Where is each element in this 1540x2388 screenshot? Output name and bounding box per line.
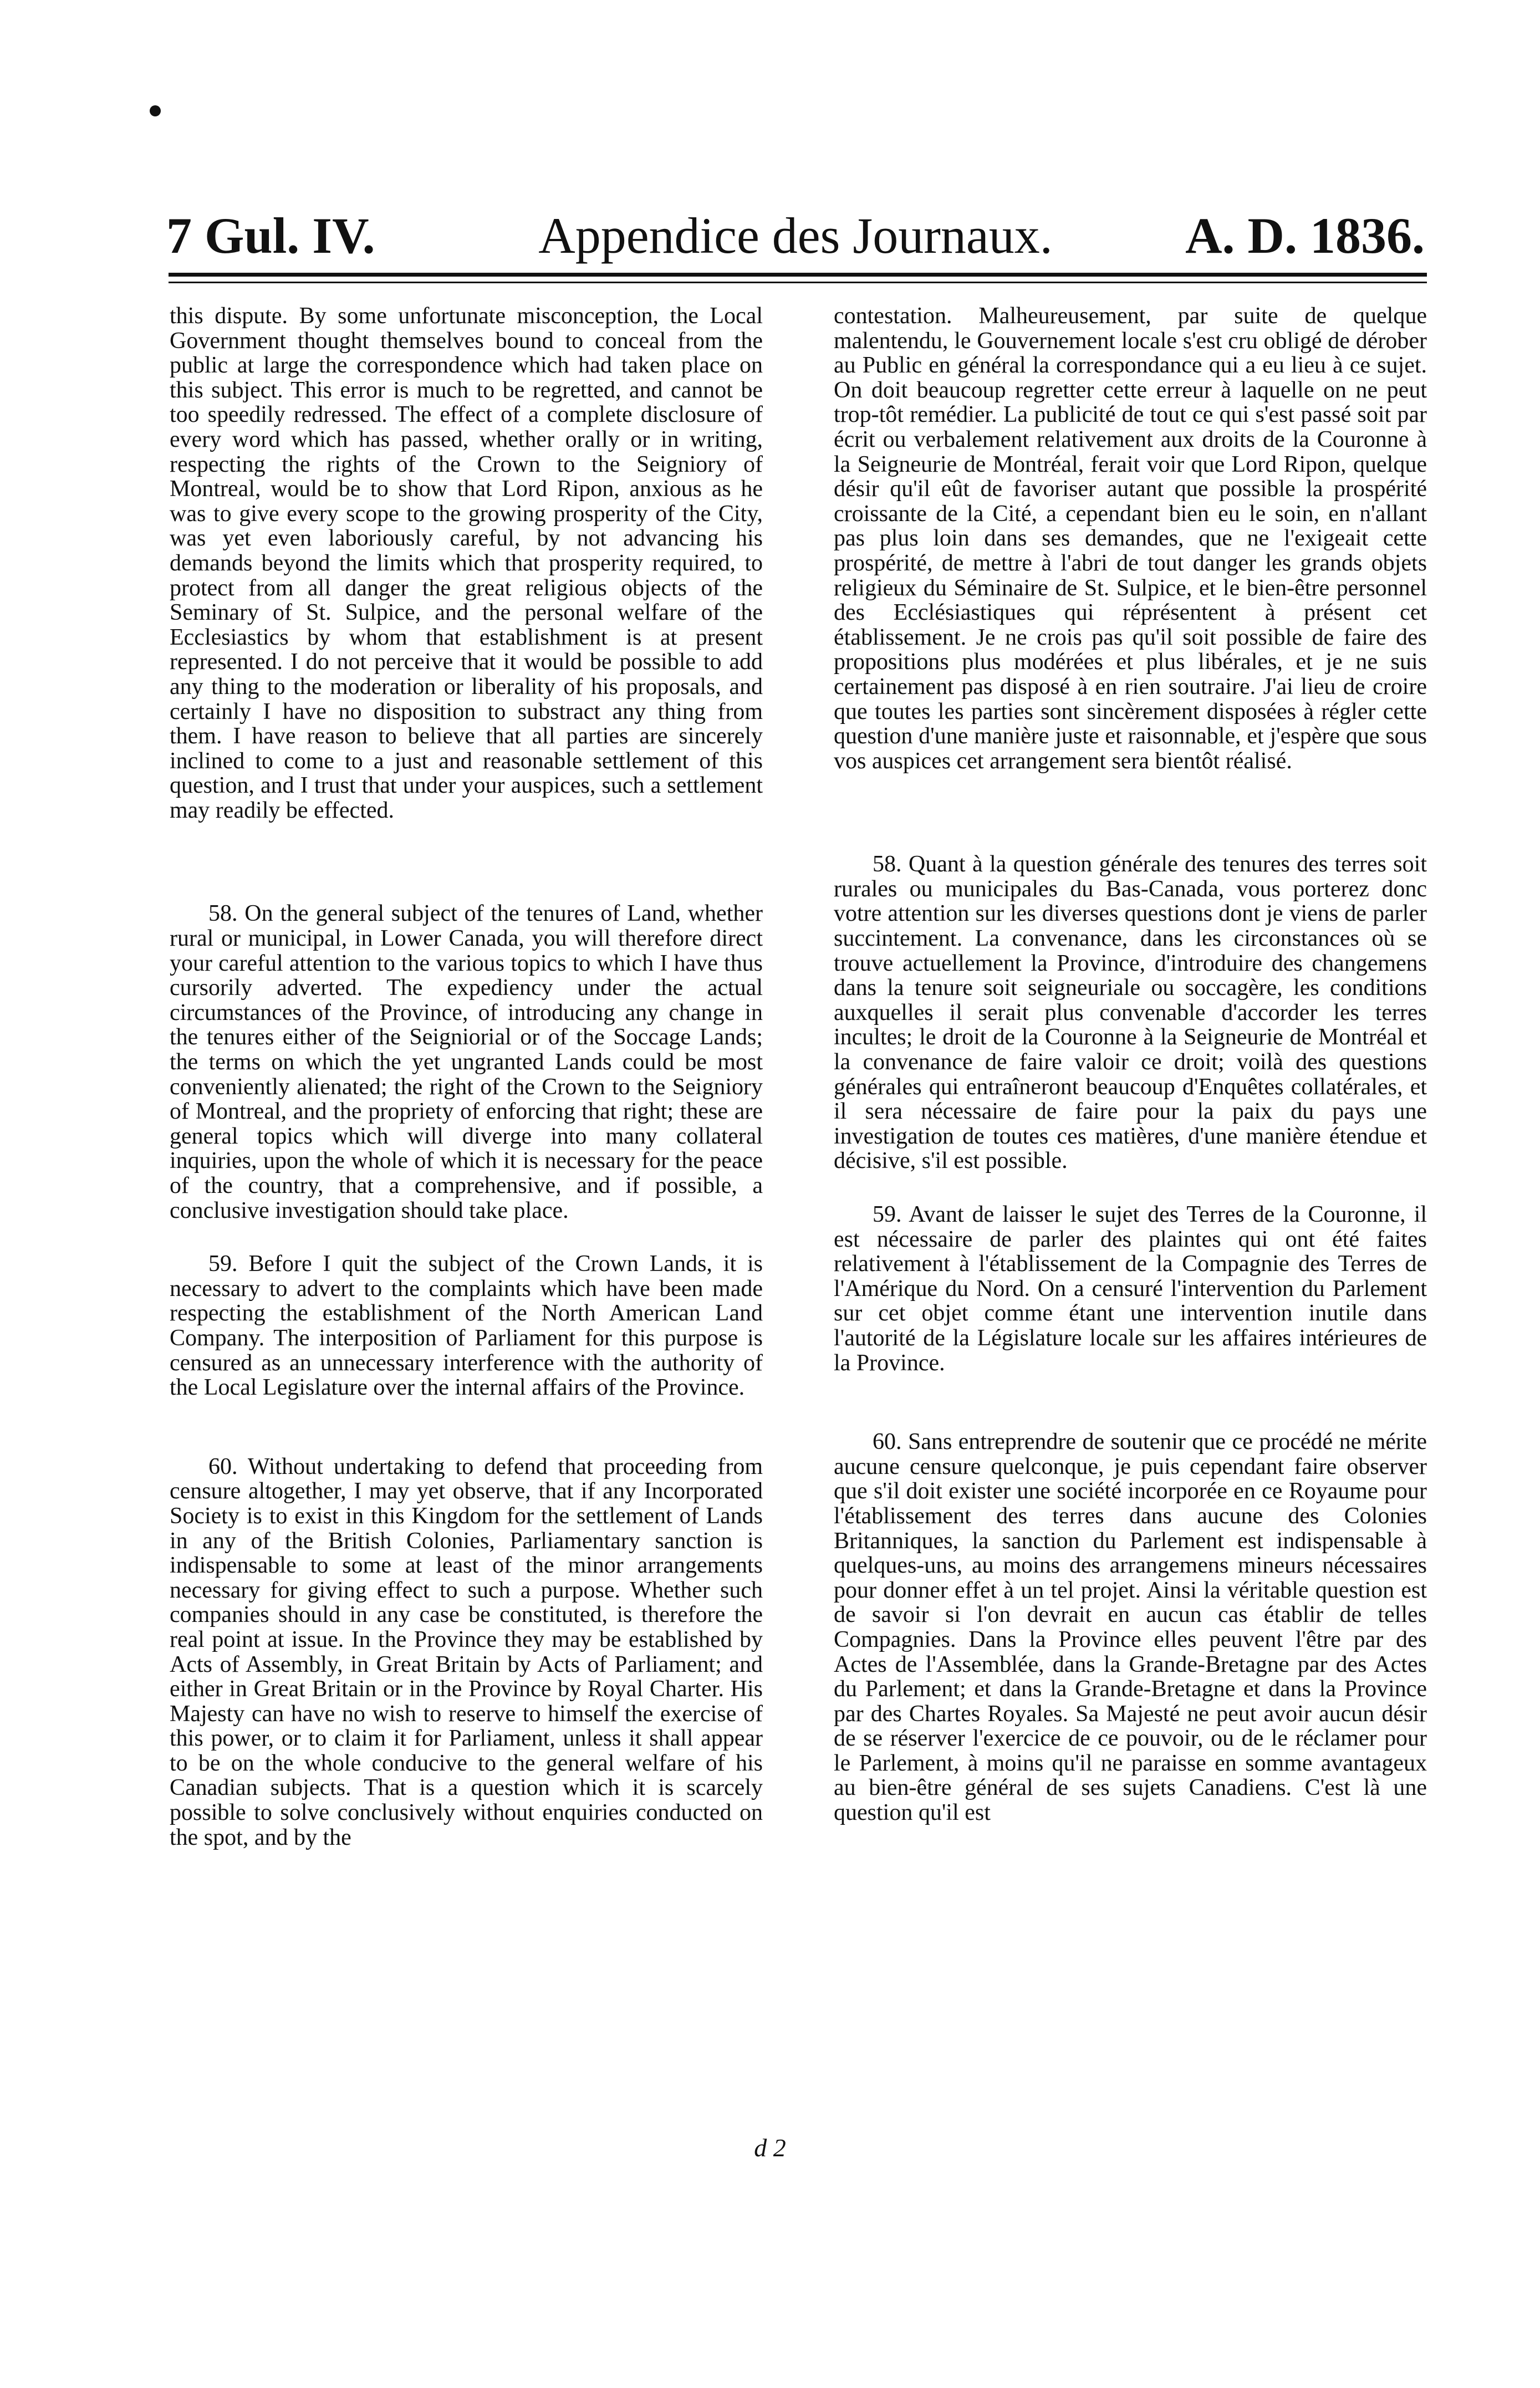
english-paragraph-60: 60. Without undertaking to defend that proceeding from censure altogether, I may yet observe, that if any Incorporated Society is to exist in this Kingdom for the settlement of Lands in any of the British Colonies, Parliamentary sanction is indispensable to some at least of the minor arrangements necessary for giving effect to such a purpose. Whether such companies should in any case be constituted, is therefore the real point at issue. In the Province they may be established by Acts of Assembly, in Great Britain by Acts of Parliament; and either in Great Britain or in the Province by Royal Charter. His Majesty can have no wish to reserve to himself the exercise of this power, or to claim it for Parliament, unless it shall appear to be on the whole conducive to the general welfare of his Canadian subjects. That is a question which it is scarcely possible to solve conclusively without enquiries conducted on the spot, and by the xyxy=(170,1453,763,1850)
header-rule-thick xyxy=(169,273,1427,277)
header-year: A. D. 1836. xyxy=(1185,207,1425,264)
english-paragraph-continued: this dispute. By some unfortunate misconception, the Local Government thought themselves bound to conceal from the public at large the correspondence which had taken place on this subject. This error is much to be regretted, and cannot be too speedily redressed. The effect of a complete disclosure of every word which has passed, whether orally or in writing, respecting the rights of the Crown to the Seigniory of Montreal, would be to show that Lord Ripon, anxious as he was to give every scope to the growing prosperity of the City, was yet even laboriously careful, by not advancing his demands beyond the limits which that prosperity required, to protect from all danger the great religious objects of the Seminary of St. Sulpice, and the personal welfare of the Ecclesiastics by whom that establishment is at present represented. I do not perceive that it would be possible to add any thing to the moderation or liberality of his proposals, and certainly I have no disposition to substract any thing from them. I have reason to believe that all parties are sincerely inclined to come to a just and reasonable settlement of this question, and I trust that under your auspices, such a settlement may readily be effected. xyxy=(170,303,763,823)
page-mark xyxy=(150,105,161,116)
english-paragraph-59: 59. Before I quit the subject of the Crown Lands, it is necessary to advert to the complaints which have been made respecting the establishment of the North American Land Company. The interposition of Parliament for this purpose is censured as an unnecessary interference with the authority of the Local Legislature over the internal affairs of the Province. xyxy=(170,1251,763,1401)
french-paragraph-60: 60. Sans entreprendre de soutenir que ce procédé ne mérite aucune censure quelconque, je puis cependant faire observer que s'il doit exister une société incorporée en ce Royaume pour l'établissement des terres dans aucune des Colonies Britanniques, la sanction du Parlement est indispensable à quelques-uns, au moins des arrangemens mineurs nécessaires pour donner effet à un tel projet. Ainsi la véritable question est de savoir si l'on devrait en aucun cas établir de telles Compagnies. Dans la Province elles peuvent l'être par des Actes de l'Assemblée, dans la Grande-Bretagne par des Actes du Parlement; et dans la Grande-Bretagne et dans la Province par des Chartes Royales. Sa Majesté ne peut avoir aucun désir de se réserver l'exercice de ce pouvoir, ou de le réclamer pour le Parlement, à moins qu'il ne paraisse en somme avantageux au bien-être général de ses sujets Canadiens. C'est là une question qu'il est xyxy=(834,1429,1427,1826)
header-rule-thin xyxy=(169,282,1427,283)
signature-mark: d 2 xyxy=(754,2134,786,2162)
english-column xyxy=(170,304,763,1850)
header-regnal-year: 7 Gul. IV. xyxy=(166,207,375,264)
french-paragraph-continued: contestation. Malheureusement, par suite de quelque malentendu, le Gouvernement locale s'est cru obligé de dérober au Public en général la correspondance qui a eu lieu à ce sujet. On doit beaucoup regretter cette erreur à laquelle on ne peut trop-tôt remédier. La publicité de tout ce qui s'est passé soit par écrit ou verbalement relativement aux droits de la Couronne à la Seigneurie de Montréal, ferait voir que Lord Ripon, quelque désir qu'il eût de favoriser autant que possible la prospérité croissante de la Cité, a cependant bien eu le soin, en n'allant pas plus loin dans ses demandes, que ne l'exigeait cette prospérité, de mettre à l'abri de tout danger les grands objets religieux du Séminaire de St. Sulpice, et le bien-être personnel des Ecclésiastiques qui réprésentent à présent cet établissement. Je ne crois pas qu'il soit possible de faire des propositions plus modérées et plus libérales, et je ne suis certainement pas disposé à en rien soutraire. J'ai lieu de croire que toutes les parties sont sincèrement disposées à régler cette question d'une manière juste et raisonnable, et j'espère que sous vos auspices cet arrangement sera bientôt réalisé. xyxy=(834,303,1427,774)
french-column xyxy=(834,304,1427,1825)
english-paragraph-58: 58. On the general subject of the tenures of Land, whether rural or municipal, in Lower Canada, you will therefore direct your careful attention to the various topics to which I have thus cursorily adverted. The expediency under the actual circumstances of the Province, of introducing any change in the tenures either of the Seigniorial or of the Soccage Lands; the terms on which the yet ungranted Lands could be most conveniently alienated; the right of the Crown to the Seigniory of Montreal, and the propriety of enforcing that right; these are general topics which will diverge into many collateral inquiries, upon the whole of which it is necessary for the peace of the country, that a comprehensive, and if possible, a conclusive investigation should take place. xyxy=(170,901,763,1223)
french-paragraph-58: 58. Quant à la question générale des tenures des terres soit rurales ou municipales du Bas-Canada, vous porterez donc votre attention sur les diverses questions dont je viens de parler succintement. La convenance, dans les circonstances où se trouve actuellement la Province, d'introduire des changemens dans la tenure soit seigneuriale ou soccagère, les conditions auxquelles il serait plus convenable d'accorder les terres incultes; le droit de la Couronne à la Seigneurie de Montréal et la convenance de faire valoir ce droit; voilà des questions générales qui entraîneront beaucoup d'Enquêtes collatérales, et il sera nécessaire de faire pour la paix du pays une investigation de toutes ces matières, d'une manière étendue et décisive, s'il est possible. xyxy=(834,851,1427,1174)
header-title: Appendice des Journaux. xyxy=(538,207,1053,264)
running-header xyxy=(166,206,1425,273)
french-paragraph-59: 59. Avant de laisser le sujet des Terres de la Couronne, il est nécessaire de parler des plaintes qui ont été faites relativement à l'établissement de la Compagnie des Terres de l'Amérique du Nord. On a censuré l'intervention du Parlement sur cet objet comme étant une intervention inutile dans l'autorité de la Législature locale sur les affaires intérieures de la Province. xyxy=(834,1202,1427,1376)
